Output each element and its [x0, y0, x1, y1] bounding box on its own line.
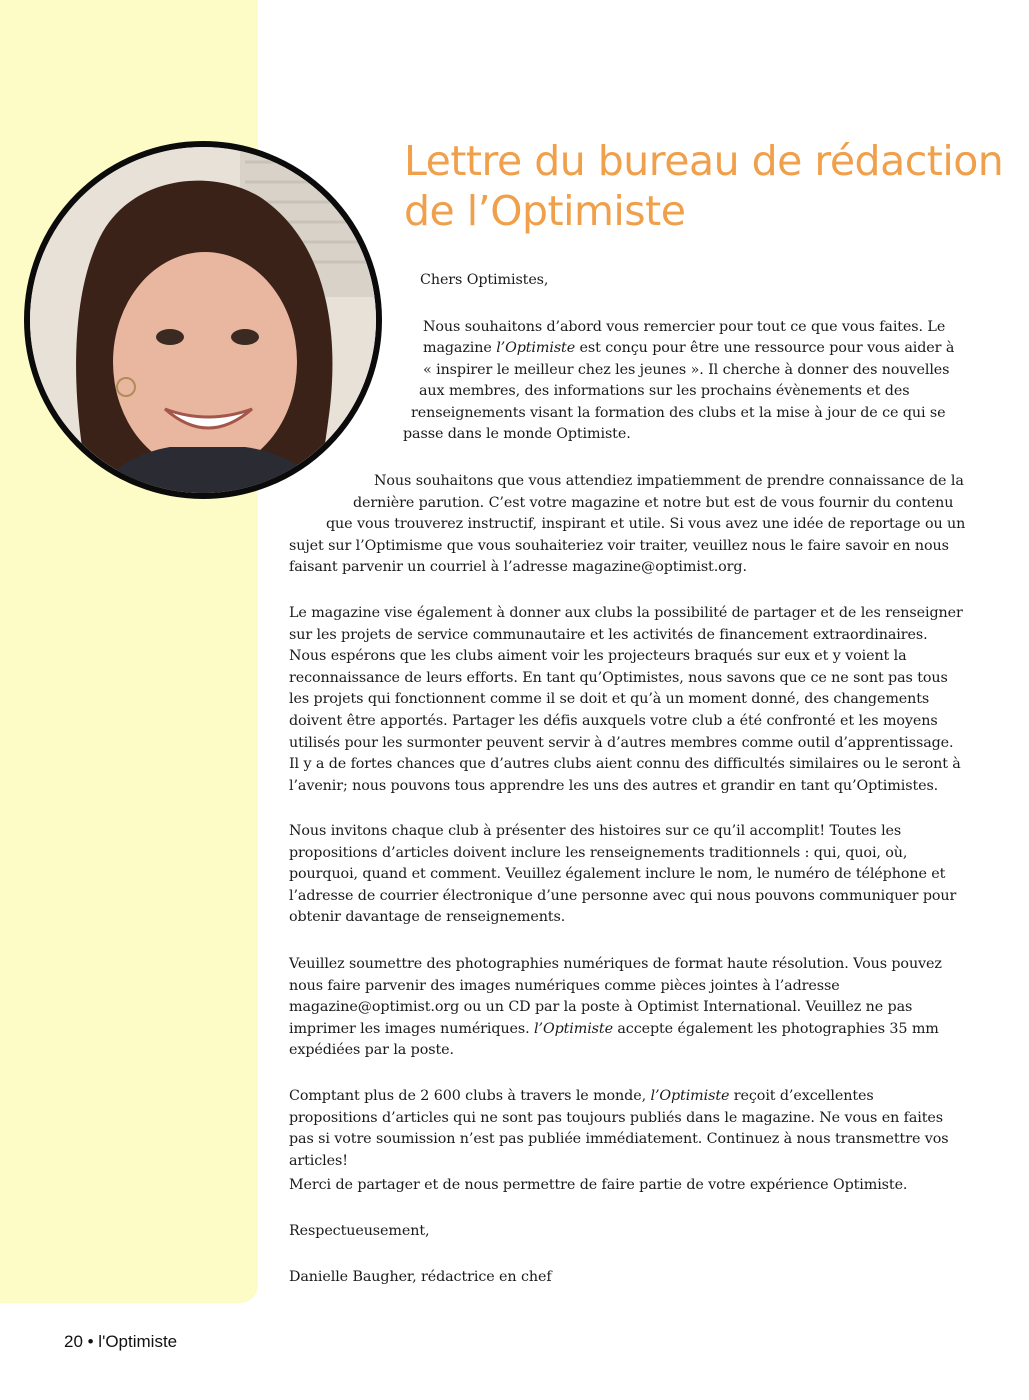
- paragraph-club-count: Comptant plus de 2 600 clubs à travers le monde, l’Optimiste reçoit d’excellentes propositions d’articles qui ne sont pas toujours publiés dans le magazine. Ne vous en faites pas si votre soumission n’est pas publiée immédiatement. Continuez à nous transmettre vos articles!: [289, 1088, 949, 1169]
- p1-line: « inspirer le meilleur chez les jeunes ». Il cherche à donner des nouvelles: [423, 362, 950, 378]
- paragraph-thanks: Merci de partager et de nous permettre de faire partie de votre expérience Optimiste.: [289, 1177, 908, 1193]
- p1-line: aux membres, des informations sur les prochains évènements et des: [419, 383, 910, 399]
- p1-line: renseignements visant la formation des clubs et la mise à jour de ce qui se: [411, 405, 946, 421]
- p1-line: Nous souhaitons d’abord vous remercier pour tout ce que vous faites. Le: [423, 319, 946, 335]
- paragraph-clubs-sharing: Le magazine vise également à donner aux clubs la possibilité de partager et de les renseigner sur les projets de service communautaire et les activités de financement extraordinaires. Nous espérons que les clubs aiment voir les projecteurs braqués sur eux et y voient la reconnaissance de leurs efforts. En tant qu’Optimistes, nous savons que ce ne sont pas tous les projets qui fonctionnent comme il se doit et qu’à un moment donné, des changements doivent être apportés. Partager les défis auxquels votre club a été confronté et les moyens utilisés pour les surmonter peuvent servir à d’autres membres comme outil d’apprentissage. Il y a de fortes chances que d’autres clubs aient connu des difficultés similaires ou le seront à l’avenir; nous pouvons tous apprendre les uns des autres et grandir en tant qu’Optimistes.: [289, 605, 963, 794]
- p1-line: passe dans le monde Optimiste.: [403, 426, 631, 442]
- p1-line: magazine l’Optimiste est conçu pour être une ressource pour vous aider à: [423, 340, 955, 356]
- closing: Respectueusement,: [289, 1223, 430, 1239]
- greeting: Chers Optimistes,: [420, 272, 549, 288]
- paragraph-story-submissions: Nous invitons chaque club à présenter des histoires sur ce qu’il accomplit! Toutes les propositions d’articles doivent inclure les renseignements traditionnels : qui, quoi, où, pourquoi, quand et comment. Veuillez également inclure le nom, le numéro de téléphone et l’adresse de courrier électronique d’une personne avec qui nous pouvons communiquer pour obtenir davantage de renseignements.: [289, 823, 957, 926]
- p2-line: faisant parvenir un courriel à l’adresse magazine@optimist.org.: [289, 559, 747, 575]
- p2-line: que vous trouverez instructif, inspirant et utile. Si vous avez une idée de reportage ou un: [326, 516, 966, 532]
- page-footer: 20 • l'Optimiste: [64, 1332, 178, 1351]
- editor-portrait-photo: [24, 141, 382, 499]
- signature: Danielle Baugher, rédactrice en chef: [289, 1269, 552, 1285]
- p2-line: dernière parution. C’est votre magazine et notre but est de vous fournir du contenu: [353, 495, 954, 511]
- paragraph-photographs: Veuillez soumettre des photographies numériques de format haute résolution. Vous pouvez nous faire parvenir des images numériques comme pièces jointes à l’adresse magazine@optimist.org ou un CD par la poste à Optimist International. Veuillez ne pas imprimer les images numériques. l’Optimiste accepte également les photographies 35 mm expédiées par la poste.: [289, 956, 942, 1059]
- page-title: Lettre du bureau de rédaction de l’Optimiste: [404, 137, 1004, 235]
- p2-line: Nous souhaitons que vous attendiez impatiemment de prendre connaissance de la: [374, 473, 964, 489]
- portrait-image: [30, 147, 376, 493]
- p2-line: sujet sur l’Optimisme que vous souhaiteriez voir traiter, veuillez nous le faire savoir en nous: [289, 538, 949, 554]
